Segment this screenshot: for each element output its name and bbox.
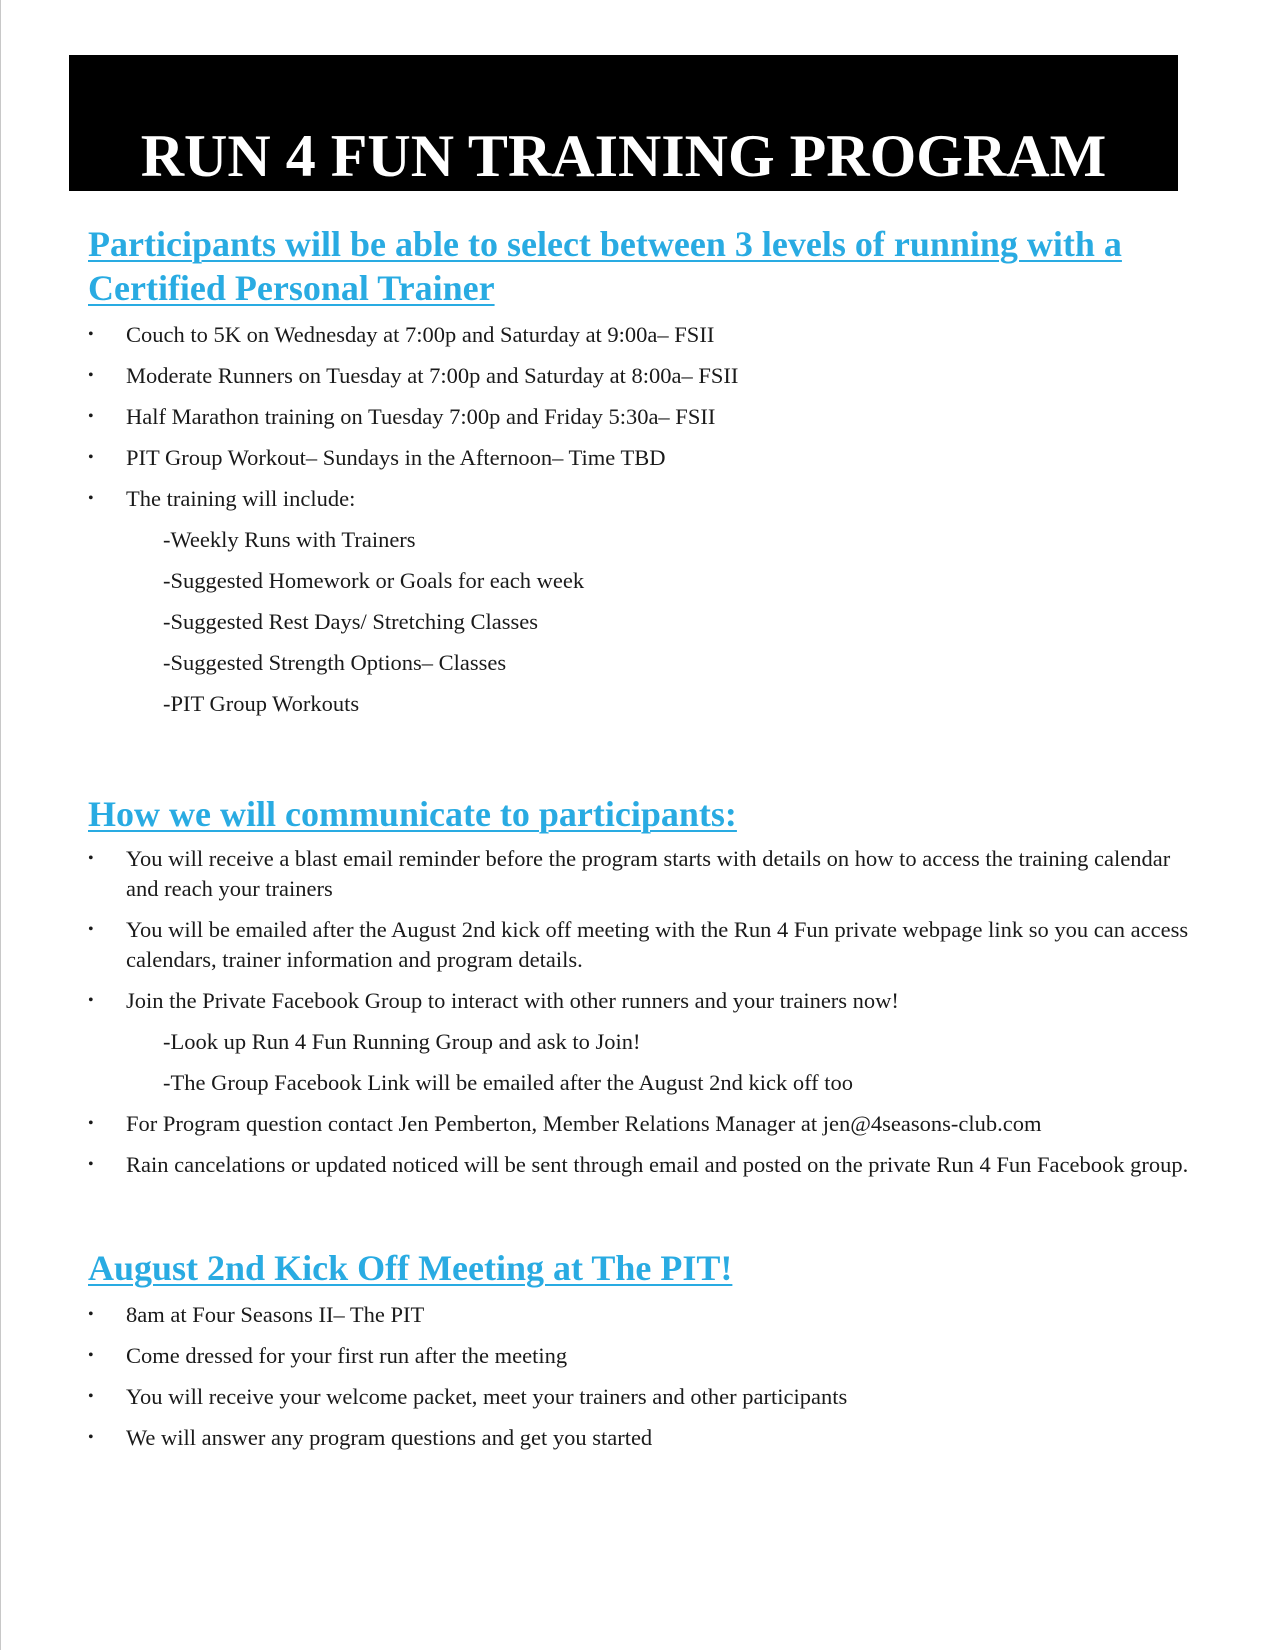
bullet-icon: •: [88, 921, 94, 938]
section-levels: [88, 222, 1208, 730]
section-kickoff-heading: August 2nd Kick Off Meeting at The PIT!: [88, 1248, 733, 1288]
communicate-list: [88, 844, 1208, 1016]
sub-list-item: -Look up Run 4 Fun Running Group and ask to Join!: [163, 1029, 641, 1054]
list-item: • For Program question contact Jen Pemberton, Member Relations Manager at jen@4seasons-club.com: [88, 1109, 1208, 1139]
bullet-icon: •: [88, 850, 94, 867]
bullet-icon: •: [88, 1388, 94, 1405]
list-item: • Join the Private Facebook Group to interact with other runners and your trainers now!: [88, 986, 1208, 1016]
list-item: • You will receive your welcome packet, meet your trainers and other participants: [88, 1382, 1208, 1412]
bullet-icon: •: [88, 992, 94, 1009]
page-edge: [0, 0, 1, 1650]
list-item: • Rain cancelations or updated noticed will be sent through email and posted on the private Run 4 Fun Facebook group.: [88, 1150, 1208, 1180]
list-item: • Moderate Runners on Tuesday at 7:00p and Saturday at 8:00a– FSII: [88, 361, 1208, 391]
sub-list-item: -Suggested Rest Days/ Stretching Classes: [163, 609, 538, 634]
list-item: • You will receive a blast email reminder before the program starts with details on how to access the training calendar and reach your trainers: [88, 846, 1171, 901]
communicate-list-continued: [88, 1109, 1208, 1180]
bullet-icon: •: [88, 449, 94, 466]
title-banner: [69, 55, 1178, 191]
sub-list-item: -Suggested Strength Options– Classes: [163, 650, 507, 675]
bullet-icon: •: [88, 1115, 94, 1132]
sub-list-item: -Weekly Runs with Trainers: [163, 527, 416, 552]
list-item: • The training will include:: [88, 484, 1208, 514]
list-item: • Come dressed for your first run after the meeting: [88, 1341, 1208, 1371]
list-item: • Couch to 5K on Wednesday at 7:00p and Saturday at 9:00a– FSII: [88, 320, 1208, 350]
section-levels-heading: Participants will be able to select between 3 levels of running with a Certified Personal Trainer: [88, 224, 1122, 308]
section-communicate-heading: How we will communicate to participants:: [88, 794, 737, 834]
bullet-icon: •: [88, 1156, 94, 1173]
levels-list: [88, 320, 1208, 514]
bullet-icon: •: [88, 1306, 94, 1323]
bullet-icon: •: [88, 408, 94, 425]
list-item: • We will answer any program questions and get you started: [88, 1423, 1208, 1453]
sub-list-item: -Suggested Homework or Goals for each week: [163, 568, 585, 593]
list-item: • You will be emailed after the August 2nd kick off meeting with the Run 4 Fun private webpage link so you can access calendars, trainer information and program details.: [88, 917, 1189, 972]
bullet-icon: •: [88, 326, 94, 343]
page-title: RUN 4 FUN TRAINING PROGRAM: [140, 123, 1107, 189]
kickoff-list: [88, 1300, 1208, 1453]
bullet-icon: •: [88, 367, 94, 384]
list-item: • Half Marathon training on Tuesday 7:00p and Friday 5:30a– FSII: [88, 402, 1208, 432]
section-communicate: [88, 792, 1208, 1191]
bullet-icon: •: [88, 490, 94, 507]
list-item: • 8am at Four Seasons II– The PIT: [88, 1300, 1208, 1330]
bullet-icon: •: [88, 1429, 94, 1446]
bullet-icon: •: [88, 1347, 94, 1364]
sub-list-item: -PIT Group Workouts: [163, 691, 360, 716]
list-item: • PIT Group Workout– Sundays in the Afternoon– Time TBD: [88, 443, 1208, 473]
section-kickoff: [88, 1246, 1208, 1464]
sub-list-item: -The Group Facebook Link will be emailed after the August 2nd kick off too: [163, 1070, 854, 1095]
